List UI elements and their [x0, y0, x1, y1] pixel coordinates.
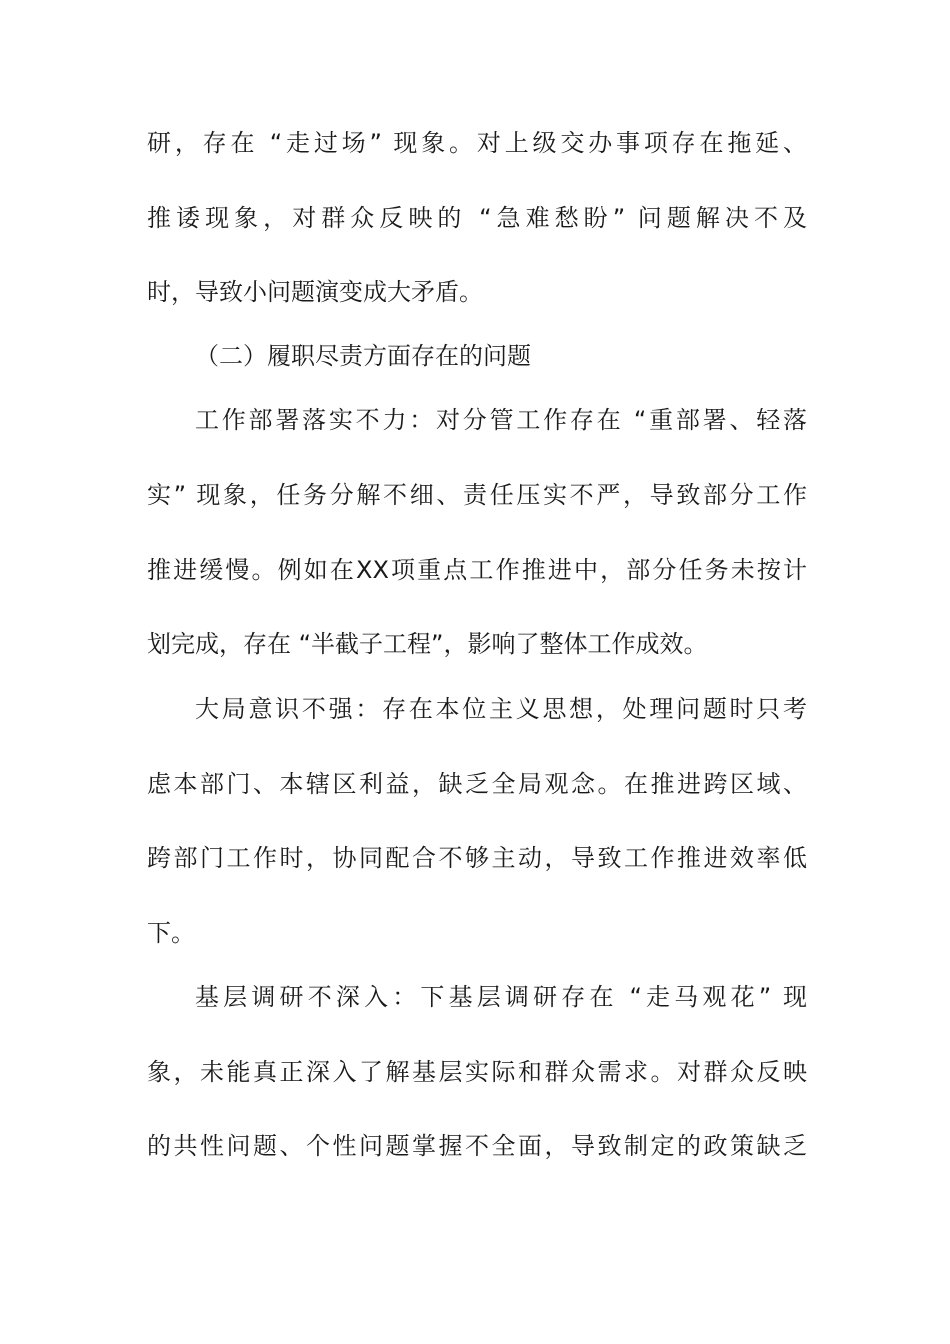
text-line: 工作部署落实不力：对分管工作存在 “重部署、轻落: [195, 406, 807, 434]
text-line: 推诿现象，对群众反映的 “急难愁盼” 问题解决不及: [147, 204, 807, 232]
text-line: 基层调研不深入：下基层调研存在 “走马观花” 现: [195, 983, 807, 1011]
text-line: 的共性问题、个性问题掌握不全面，导致制定的政策缺乏: [147, 1132, 807, 1160]
text-line: 时，导致小问题演变成大矛盾。: [147, 278, 483, 306]
text-line: 实” 现象，任务分解不细、责任压实不严，导致部分工作: [147, 481, 807, 509]
text-line: 下。: [147, 919, 195, 947]
text-line: 研，存在 “走过场” 现象。对上级交办事项存在拖延、: [147, 129, 807, 157]
text-line: 象，未能真正深入了解基层实际和群众需求。对群众反映: [147, 1058, 807, 1086]
text-line: 跨部门工作时，协同配合不够主动，导致工作推进效率低: [147, 844, 807, 872]
section-heading: （二）履职尽责方面存在的问题: [195, 342, 531, 370]
text-line: 推进缓慢。例如在XX项重点工作推进中，部分任务未按计: [147, 556, 807, 584]
text-line: 划完成，存在 “半截子工程”，影响了整体工作成效。: [147, 630, 708, 658]
text-line: 虑本部门、本辖区利益，缺乏全局观念。在推进跨区域、: [147, 770, 807, 798]
text-line: 大局意识不强：存在本位主义思想，处理问题时只考: [195, 695, 807, 723]
